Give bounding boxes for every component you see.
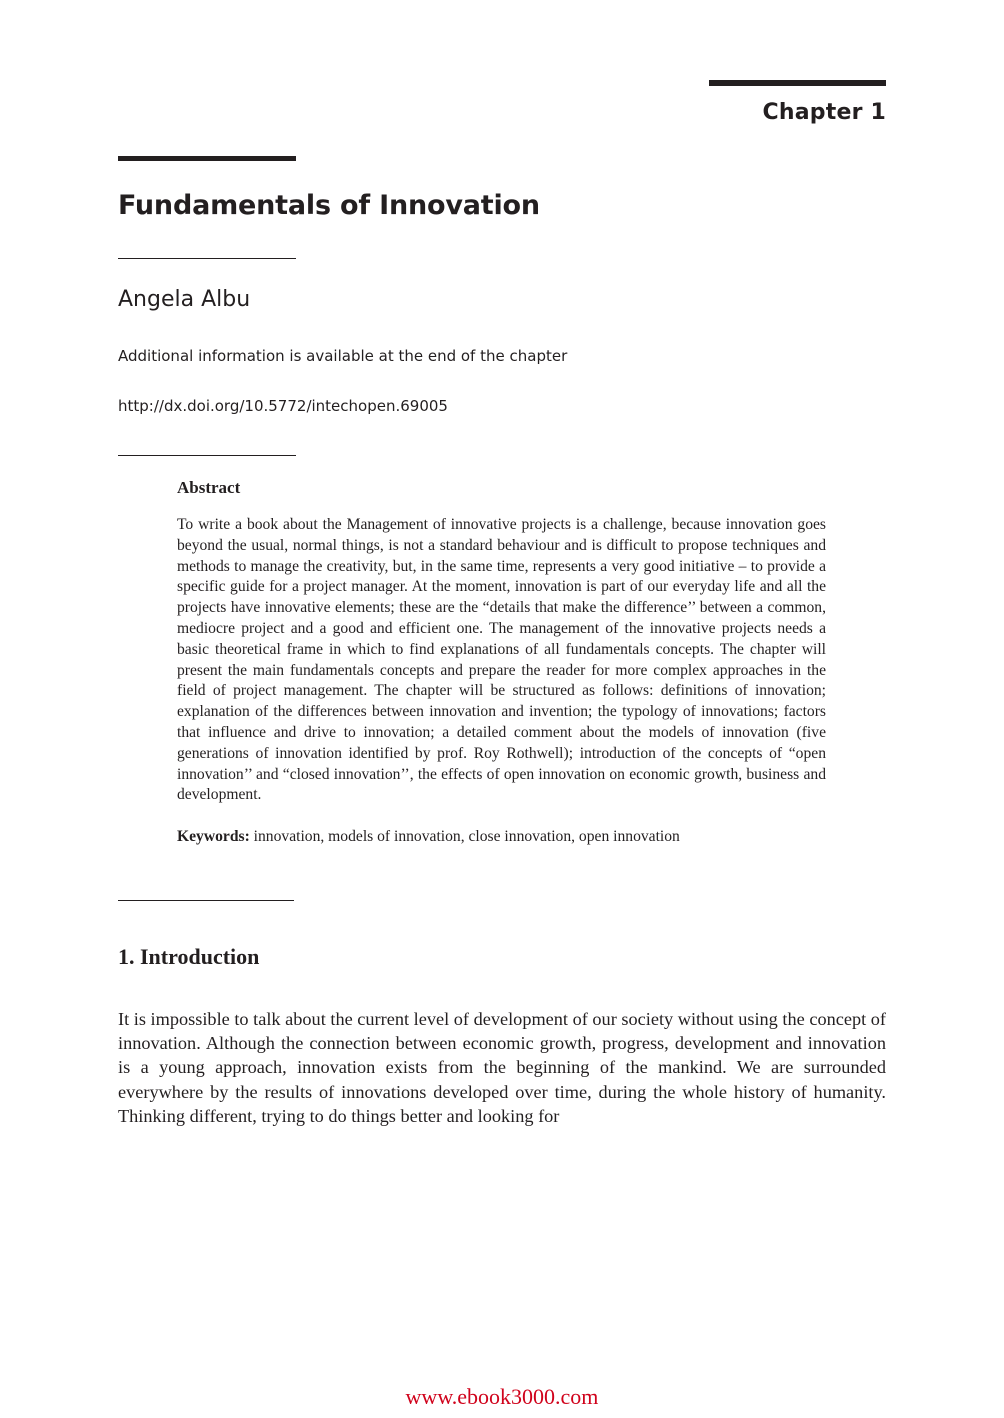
divider-rule: [118, 258, 296, 259]
abstract-text: To write a book about the Management of innovative projects is a challenge, because innovation goes beyond the usual, normal things, is not a standard behaviour and is difficult to propose techniques and methods to manage the creativity, but, in the same time, represents a very good initiative – to provide a specific guide for a project manager. At the moment, innovation is part of our everyday life and all the projects have innovative elements; these are the “details that make the difference’’ between a common, mediocre project and a good and efficient one. The management of the innovative projects needs a basic theoretical frame in which to find explanations of all fundamentals concepts. The chapter will present the main fundamentals concepts and prepare the reader for more complex approaches in the field of project management. The chapter will be structured as follows: definitions of innovation; explanation of the differences between innovation and invention; the typology of innovations; factors that influence and drive to innovation; a detailed comment about the models of innovation (five generations of innovation identified by prof. Roy Rothwell); introduction of the concepts of “open innovation’’ and “closed innovation’’, the effects of open innovation on economic growth, business and development.: [177, 516, 826, 804]
divider-rule: [118, 455, 296, 456]
abstract-heading: Abstract: [177, 478, 241, 497]
additional-info-note: Additional information is available at the end of the chapter: [118, 347, 568, 365]
chapter-label: Chapter 1: [762, 100, 886, 125]
chapter-title: Fundamentals of Innovation: [118, 190, 540, 221]
chapter-rule: [709, 80, 886, 86]
keywords-label: Keywords:: [177, 828, 250, 846]
keywords-list: innovation, models of innovation, close innovation, open innovation: [253, 828, 680, 846]
abstract-section: [177, 478, 826, 848]
introduction-text: It is impossible to talk about the current level of development of our society without using the concept of innovation. Although the connection between economic growth, progress, development and innovation is a young approach, innovation exists from the beginning of the mankind. We are surrounded everywhere by the results of innovations developed over time, during the whole history of humanity. Thinking different, trying to do things better and looking for: [118, 1009, 886, 1126]
introduction-heading: 1. Introduction: [118, 944, 260, 969]
keywords-line: [177, 827, 826, 848]
footer-url[interactable]: www.ebook3000.com: [405, 1384, 599, 1409]
divider-rule: [118, 900, 294, 901]
author-name: Angela Albu: [118, 287, 251, 312]
doi-link[interactable]: http://dx.doi.org/10.5772/intechopen.69005: [118, 397, 448, 415]
title-rule: [118, 156, 296, 161]
